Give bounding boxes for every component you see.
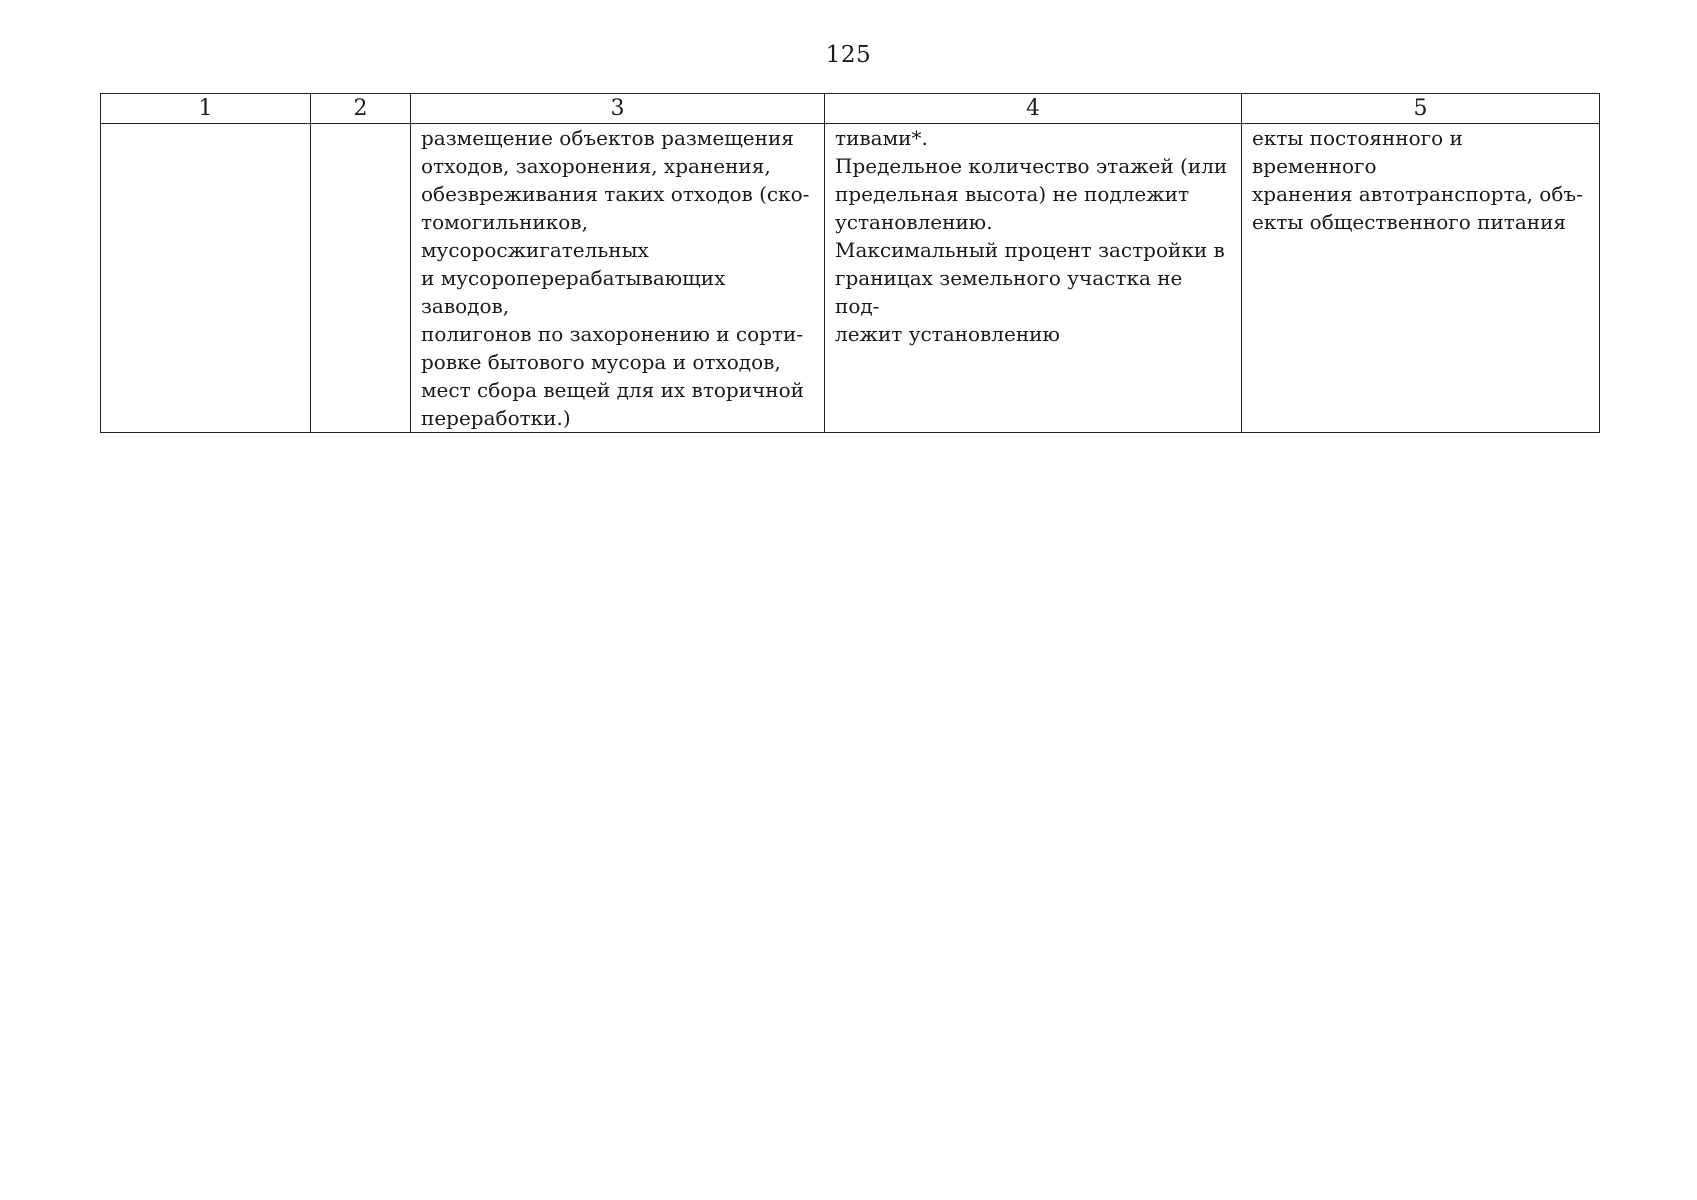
cell-col2 — [311, 124, 411, 433]
cell-col1 — [101, 124, 311, 433]
page-number: 125 — [825, 42, 872, 68]
column-header-1: 1 — [101, 94, 311, 124]
cell-col3-permitted-use: размещение объектов размещения отходов, захоронения, хранения, обезвреживания таких отходов (ско- томогильников, мусоросжигательных и мусороперерабатывающих заводов, полигонов по захоронению и сорти- ровке бытового мусора и отходов, мест сбора вещей для их вторичной переработки.) — [411, 124, 825, 433]
table-header-row — [101, 94, 1600, 124]
column-header-3: 3 — [411, 94, 825, 124]
column-header-4: 4 — [825, 94, 1242, 124]
regulations-table — [100, 93, 1600, 433]
table-row — [101, 124, 1600, 433]
column-header-5: 5 — [1242, 94, 1600, 124]
cell-col5-auxiliary-use: екты постоянного и временного хранения автотранспорта, объ- екты общественного питания — [1242, 124, 1600, 433]
cell-col4-parameters: тивами*. Предельное количество этажей (или предельная высота) не подлежит установлению. Максимальный процент застройки в границах земельного участка не под- лежит установлению — [825, 124, 1242, 433]
column-header-2: 2 — [311, 94, 411, 124]
